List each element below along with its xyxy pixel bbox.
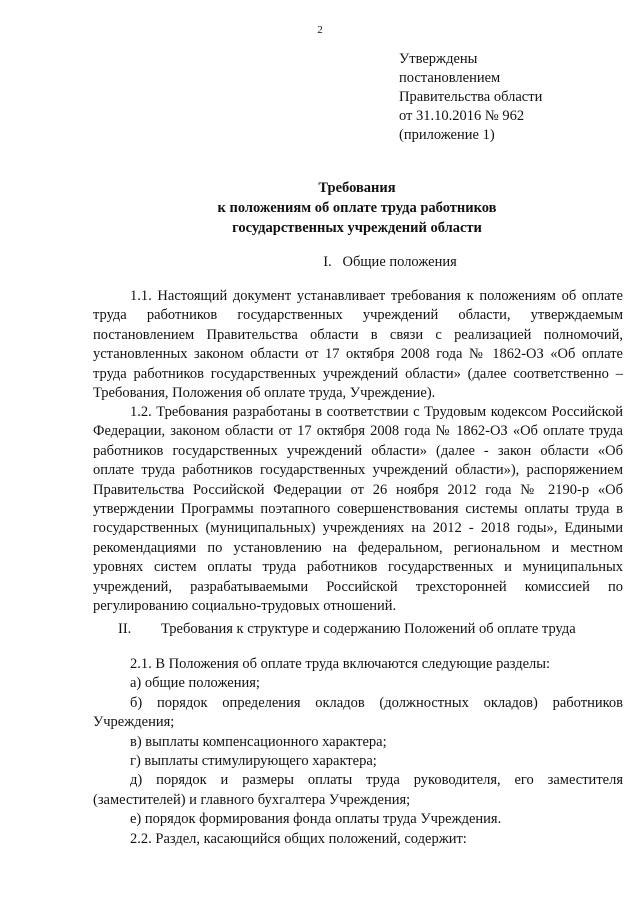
list-item: а) общие положения; bbox=[130, 675, 260, 692]
document-title bbox=[0, 178, 640, 238]
paragraph-1-1: 1.1. Настоящий документ устанавливает требования к положениям об оплате труда работников государственных учреждений области, утверждаемым постановлением Правительства области в связи с реализацией полномочий, установленных законом области от 17 октября 2008 года № 1862-ОЗ «Об оплате труда работников государственных учреждений области» (далее соответственно – Требования, Положения об оплате труда, Учреждение). bbox=[93, 288, 623, 402]
list-item: г) выплаты стимулирующего характера; bbox=[130, 753, 377, 770]
approval-line: Правительства области bbox=[399, 89, 543, 105]
approval-line: Утверждены bbox=[399, 51, 478, 67]
list-item: б) порядок определения окладов (должностных окладов) работников Учреждения; bbox=[93, 694, 623, 731]
approval-line: постановлением bbox=[399, 70, 501, 86]
section-2-title: Требования к структуре и содержанию Положений об оплате труда bbox=[161, 621, 576, 637]
paragraph-1-2: 1.2. Требования разработаны в соответствии с Трудовым кодексом Российской Федерации, законом области от 17 октября 2008 года № 1862-ОЗ «Об оплате труда работников государственных учреждений области» (далее - закон области «Об оплате труда работников государственных учреждений области»), распоряжением Правительства Российской Федерации от 26 ноября 2012 года № 2190-р «Об утверждении Программы поэтапного совершенствования системы оплаты труда в государственных (муниципальных) учреждениях на 2012 - 2018 годы», Едиными рекомендациями по установлению на федеральном, региональном и местном уровнях систем оплаты труда работников государственных и муниципальных учреждений, разрабатываемыми Российской трехсторонней комиссией по регулированию социально-трудовых отношений. bbox=[93, 404, 623, 615]
title-line: к положениям об оплате труда работников bbox=[217, 200, 497, 216]
list-item: 2.2. Раздел, касающийся общих положений, содержит: bbox=[130, 830, 467, 847]
list-item: д) порядок и размеры оплаты труда руководителя, его заместителя (заместителей) и главного бухгалтера Учреждения; bbox=[93, 772, 623, 808]
list-item: е) порядок формирования фонда оплаты труда Учреждения. bbox=[130, 811, 502, 828]
approval-stamp bbox=[399, 50, 624, 145]
approval-line: от 31.10.2016 № 962 bbox=[399, 108, 525, 124]
title-line: Требования bbox=[318, 180, 396, 196]
section-1-heading: I. Общие положения bbox=[323, 254, 457, 270]
approval-line: (приложение 1) bbox=[399, 127, 495, 143]
title-line: государственных учреждений области bbox=[232, 220, 482, 236]
section-2-number: II. bbox=[118, 621, 132, 637]
section-2-list bbox=[93, 655, 623, 849]
list-item: 2.1. В Положения об оплате труда включаются следующие разделы: bbox=[130, 656, 551, 672]
list-item: в) выплаты компенсационного характера; bbox=[130, 733, 387, 750]
page-number: 2 bbox=[317, 24, 323, 36]
